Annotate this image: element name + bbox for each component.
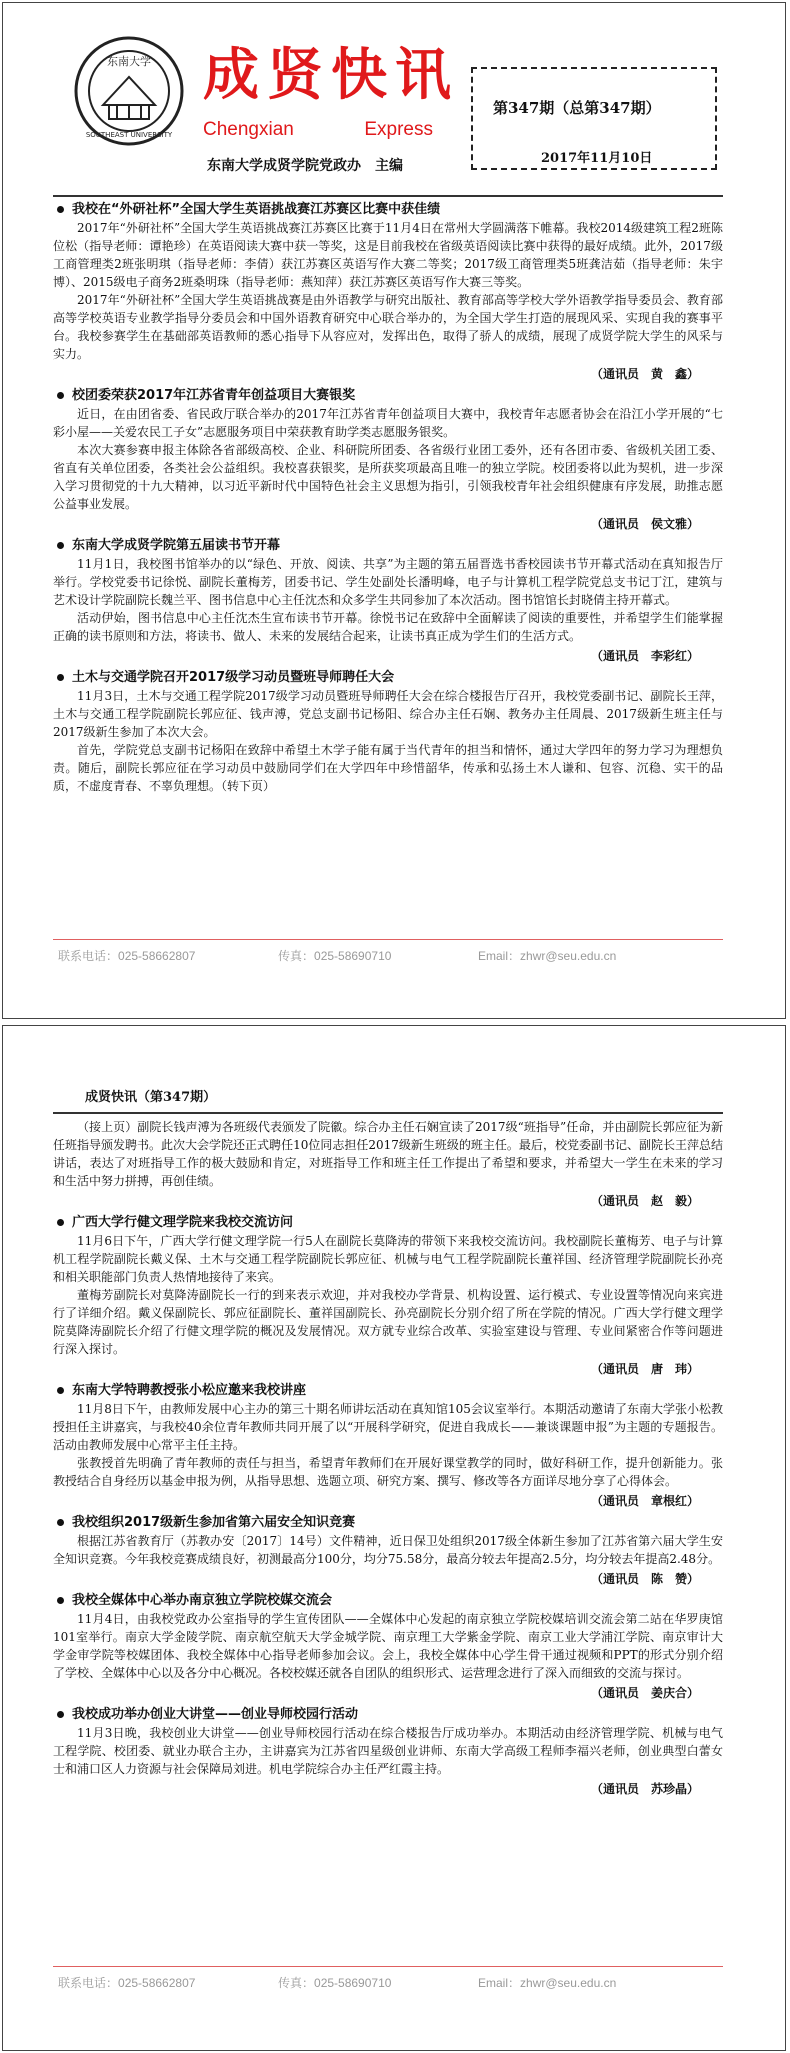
article-continued	[53, 1118, 723, 1210]
article-headline: 我校组织2017级新生参加省第六届安全知识竞赛	[53, 1514, 723, 1532]
article-byline: （通讯员 李彩红）	[590, 649, 699, 663]
article-paragraph: 本次大赛参赛申报主体除各省部级高校、企业、科研院所团委、各省级行业团工委外，还有各团市委、省级机关团工委、省直有关单位团委，各类社会公益组织。我校喜获银奖，是所获奖项最高且唯一的独立学院。校团委将以此为契机，进一步深入学习贯彻党的十九大精神，以习近平新时代中国特色社会主义思想为指引，引领我校青年社会组织健康有序发展，助推志愿公益事业发展。	[53, 443, 723, 511]
article-headline: 广西大学行健文理学院来我校交流访问	[53, 1214, 723, 1232]
bullet-icon	[57, 542, 64, 549]
article-headline: 我校成功举办创业大讲堂——创业导师校园行活动	[53, 1706, 723, 1724]
article-paragraph: 2017年“外研社杯”全国大学生英语挑战赛江苏赛区比赛于11月4日在常州大学圆满落下帷幕。我校2014级建筑工程2班陈位松（指导老师：谭艳珍）在英语阅读大赛中获一等奖，这是目前我校在省级英语阅读比赛中获得的最好成绩。此外，2017级工商管理类2班张明琪（指导老师：李倩）获江苏赛区英语写作大赛二等奖；2017级工商管理类5班龚洁茹（指导老师：朱宇博）、2015级电子商务2班桑明珠（指导老师：燕知萍）获江苏赛区英语写作大赛三等奖。	[53, 221, 723, 289]
bullet-icon	[57, 1597, 64, 1604]
title-en-word-2: Express	[364, 119, 433, 140]
article-byline: （通讯员 苏珍晶）	[590, 1782, 699, 1796]
article-paragraph: （接上页）副院长钱声溥为各班级代表颁发了院徽。综合办主任石娴宣读了2017级“班指导”任命，并由副院长郭应征为新任班指导颁发聘书。此次大会学院还正式聘任10位同志担任2017级新生班级的班主任。最后，校党委副书记、副院长王萍总结讲话，表达了对班指导工作的极大鼓励和肯定，对班指导工作和班主任工作提出了希望和要求，并希望大一学生在未来的学习和生活中努力拼搏，再创佳绩。	[53, 1120, 723, 1188]
article-paragraph: 11月3日，土木与交通工程学院2017级学习动员暨班导师聘任大会在综合楼报告厅召开，我校党委副书记、副院长王萍，土木与交通工程学院副院长郭应征、钱声溥，党总支副书记杨阳、综合办主任石娴、教务办主任周晨、2017级新生班主任与2017级新生参加了本次大会。	[53, 689, 723, 739]
bullet-icon	[57, 1711, 64, 1718]
article-headline: 土木与交通学院召开2017级学习动员暨班导师聘任大会	[53, 669, 723, 687]
footer	[58, 947, 718, 964]
bullet-icon	[57, 1519, 64, 1526]
bullet-icon	[57, 1387, 64, 1394]
footer-email: Email：zhwr@seu.edu.cn	[478, 1976, 617, 1990]
footer-phone: 联系电话：025-58662807	[58, 949, 196, 963]
issue-date: 2017年11月10日	[541, 151, 653, 166]
article-paragraph: 近日，在由团省委、省民政厅联合举办的2017年江苏省青年创益项目大赛中，我校青年志愿者协会在沿江小学开展的“七彩小屋——关爱农民工子女”志愿服务项目中荣获教育助学类志愿服务银奖。	[53, 407, 723, 439]
bullet-icon	[57, 206, 64, 213]
masthead-divider	[53, 195, 723, 197]
article-byline: （通讯员 姜庆合）	[590, 1686, 699, 1700]
article-headline: 我校在“外研社杯”全国大学生英语挑战赛江苏赛区比赛中获佳绩	[53, 201, 723, 219]
article-byline: （通讯员 唐 玮）	[590, 1362, 699, 1376]
newsletter-title-english	[203, 119, 433, 141]
article-headline: 东南大学特聘教授张小松应邀来我校讲座	[53, 1382, 723, 1400]
article	[53, 201, 723, 383]
bullet-icon	[57, 674, 64, 681]
article-byline: （通讯员 陈 赞）	[590, 1572, 699, 1586]
article	[53, 387, 723, 533]
article-paragraph: 2017年“外研社杯”全国大学生英语挑战赛是由外语教学与研究出版社、教育部高等学校大学外语教学指导委员会、教育部高等学校英语专业教学指导分委员会和中国外语教育研究中心联合举办的，为全国大学生打造的展现风采、实现自我的赛事平台。我校参赛学生在基础部英语教师的悉心指导下从容应对，发挥出色，取得了骄人的成绩，展现了成贤学院大学生的风采与实力。	[53, 293, 723, 361]
page2-articles	[53, 1118, 723, 1802]
article-paragraph: 首先，学院党总支副书记杨阳在致辞中希望土木学子能有属于当代青年的担当和情怀，通过大学四年的努力学习为理想负责。随后，副院长郭应征在学习动员中鼓励同学们在大学四年中珍惜韶华，传承和弘扬土木人谦和、包容、沉稳、实干的品质，不虚度青春、不辜负理想。（转下页）	[53, 743, 723, 793]
page1-articles	[53, 201, 723, 795]
article-paragraph: 根据江苏省教育厅（苏教办安〔2017〕14号）文件精神，近日保卫处组织2017级全体新生参加了江苏省第六届大学生安全知识竞赛。今年我校竞赛成绩良好，初测最高分100分，均分75.58分，最高分较去年提高2.5分，均分较去年提高2.48分。	[53, 1534, 723, 1566]
article-headline: 校团委荣获2017年江苏省青年创益项目大赛银奖	[53, 387, 723, 405]
article-paragraph: 董梅芳副院长对莫降涛副院长一行的到来表示欢迎，并对我校办学背景、机构设置、运行模式、专业设置等情况向来宾进行了详细介绍。戴义保副院长、郭应征副院长、董祥国副院长、孙亮副院长分别介绍了所在学院的情况。广西大学行健文理学院莫降涛副院长介绍了行健文理学院的概况及发展情况。双方就专业综合改革、实验室建设与管理、专业间紧密合作等问题进行深入探讨。	[53, 1288, 723, 1356]
article-paragraph: 活动伊始，图书信息中心主任沈杰生宣布读书节开幕。徐悦书记在致辞中全面解读了阅读的重要性，并希望学生们能掌握正确的读书原则和方法，将读书、做人、未来的发展结合起来，让读书真正成为学生们的生活方式。	[53, 611, 723, 643]
svg-text:SOUTHEAST UNIVERSITY: SOUTHEAST UNIVERSITY	[85, 131, 173, 139]
issue-info-box	[471, 67, 717, 170]
article	[53, 1514, 723, 1588]
footer-email: Email：zhwr@seu.edu.cn	[478, 949, 617, 963]
article	[53, 669, 723, 795]
publisher: 东南大学成贤学院党政办 主编	[207, 158, 403, 174]
footer-fax: 传真：025-58690710	[278, 949, 392, 963]
running-header: 成贤快讯（第347期）	[85, 1090, 217, 1105]
article-headline: 东南大学成贤学院第五届读书节开幕	[53, 537, 723, 555]
article	[53, 1382, 723, 1510]
title-en-word-1: Chengxian	[203, 119, 294, 140]
article-paragraph: 张教授首先明确了青年教师的责任与担当，希望青年教师们在开展好课堂教学的同时，做好科研工作，提升创新能力。张教授结合自身经历以基金申报为例，从指导思想、选题立项、研究方案、撰写、修改等各方面详尽地分享了心得体会。	[53, 1456, 723, 1488]
article-paragraph: 11月6日下午，广西大学行健文理学院一行5人在副院长莫降涛的带领下来我校交流访问。我校副院长董梅芳、电子与计算机工程学院副院长戴义保、土木与交通工程学院副院长郭应征、机械与电气工程学院副院长董祥国、经济管理学院副院长孙亮和相关职能部门负责人热情地接待了来宾。	[53, 1234, 723, 1284]
article	[53, 1214, 723, 1378]
article	[53, 537, 723, 665]
article-paragraph: 11月3日晚，我校创业大讲堂——创业导师校园行活动在综合楼报告厅成功举办。本期活动由经济管理学院、机械与电气工程学院、校团委、就业办联合主办，主讲嘉宾为江苏省四星级创业讲师、东南大学高级工程师李福兴老师，创业典型白蕾女士和浦口区人力资源与社会保障局刘进。机电学院综合办主任严红霞主持。	[53, 1726, 723, 1776]
footer	[58, 1974, 718, 1991]
newsletter-title: 成贤快讯	[203, 42, 459, 108]
bullet-icon	[57, 1219, 64, 1226]
article-paragraph: 11月8日下午，由教师发展中心主办的第三十期名师讲坛活动在真知馆105会议室举行。本期活动邀请了东南大学张小松教授担任主讲嘉宾，与我校40余位青年教师共同开展了以“开展科学研究，促进自我成长——兼谈课题申报”为主题的专题报告。活动由教师发展中心常平主任主持。	[53, 1402, 723, 1452]
article-paragraph: 11月1日，我校图书馆举办的以“绿色、开放、阅读、共享”为主题的第五届晋选书香校园读书节开幕式活动在真知报告厅举行。学校党委书记徐悦、副院长董梅芳，团委书记、学生处副处长潘明峰，电子与计算机工程学院党总支书记丁江，建筑与艺术设计学院副院长魏兰平、图书信息中心主任沈杰和众多学生共同参加了本次活动。图书馆馆长封晓倩主持开幕式。	[53, 557, 723, 607]
article-byline: （通讯员 黄 鑫）	[590, 367, 699, 381]
header-divider	[53, 1112, 723, 1114]
article-headline: 我校全媒体中心举办南京独立学院校媒交流会	[53, 1592, 723, 1610]
article-byline: （通讯员 赵 毅）	[590, 1194, 699, 1208]
footer-divider	[53, 1966, 723, 1967]
issue-number: 第347期（总第347期）	[493, 99, 661, 117]
masthead	[3, 3, 785, 208]
bullet-icon	[57, 392, 64, 399]
university-seal-logo	[73, 35, 185, 147]
svg-text:东南大学: 东南大学	[107, 55, 151, 68]
article-byline: （通讯员 侯文雅）	[590, 517, 699, 531]
article	[53, 1706, 723, 1798]
footer-fax: 传真：025-58690710	[278, 1976, 392, 1990]
newsletter-page-1	[2, 2, 786, 1019]
article-byline: （通讯员 章根红）	[590, 1494, 699, 1508]
footer-divider	[53, 939, 723, 940]
article-paragraph: 11月4日，由我校党政办公室指导的学生宣传团队——全媒体中心发起的南京独立学院校媒培训交流会第二站在华罗庚馆101室举行。南京大学金陵学院、南京航空航天大学金城学院、南京理工大学紫金学院、南京工业大学浦江学院、南京审计大学金审学院等校媒团体、我校全媒体中心指导老师参加会议。会上，我校全媒体中心学生骨干通过视频和PPT的形式分别介绍了学校、全媒体中心以及各分中心概况。各校校媒还就各自团队的组织形式、运营理念进行了深入而细致的交流与探讨。	[53, 1612, 723, 1680]
newsletter-page-2	[2, 1025, 786, 2051]
footer-phone: 联系电话：025-58662807	[58, 1976, 196, 1990]
article	[53, 1592, 723, 1702]
